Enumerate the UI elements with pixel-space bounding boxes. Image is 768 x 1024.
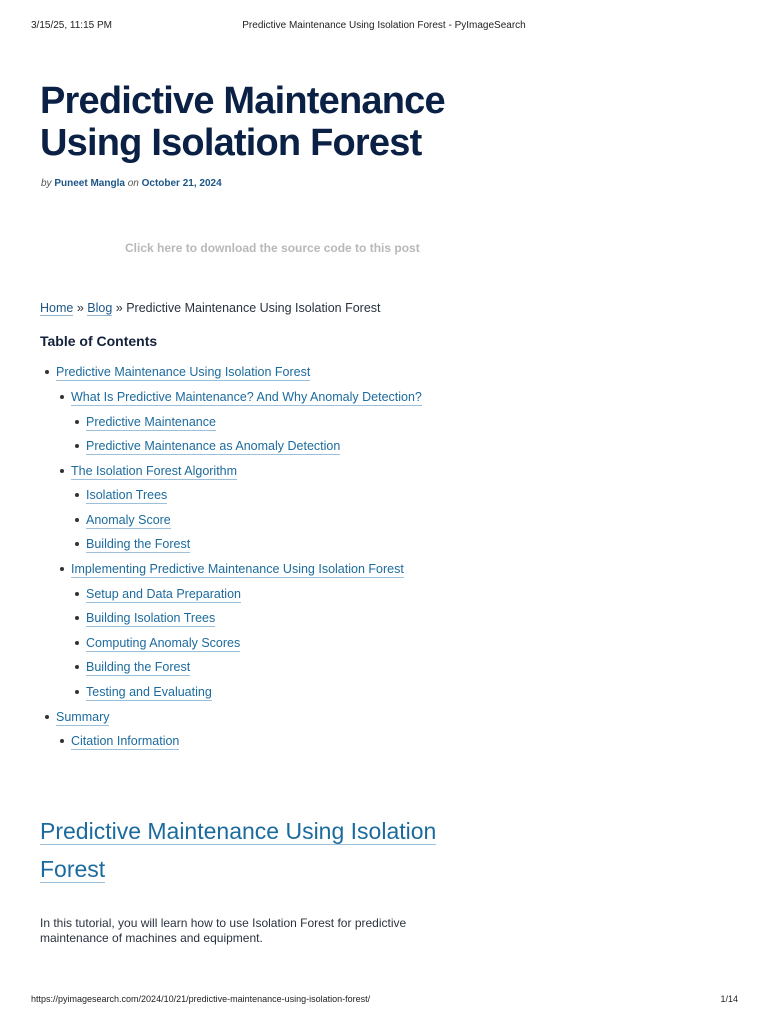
toc-link[interactable]: Predictive Maintenance xyxy=(86,415,216,429)
breadcrumb-home-link[interactable]: Home xyxy=(40,301,74,315)
intro-paragraph: In this tutorial, you will learn how to use Isolation Forest for predictive maintenance of machines and equipment. xyxy=(40,916,407,945)
toc-item xyxy=(86,660,190,676)
toc-link[interactable]: Implementing Predictive Maintenance Using Isolation Forest xyxy=(71,562,404,576)
bullet-icon xyxy=(60,739,64,743)
bullet-icon xyxy=(45,715,49,719)
toc-item xyxy=(86,439,340,455)
toc-item xyxy=(86,415,216,431)
breadcrumb-separator: » xyxy=(76,301,84,315)
toc-item xyxy=(71,562,404,578)
bullet-icon xyxy=(75,641,79,645)
toc-link[interactable]: Summary xyxy=(56,710,110,724)
toc-link[interactable]: Building Isolation Trees xyxy=(86,611,216,625)
on-label: on xyxy=(127,178,139,189)
toc-item xyxy=(86,488,167,504)
toc-item xyxy=(56,710,109,726)
toc-link[interactable]: The Isolation Forest Algorithm xyxy=(71,464,238,478)
breadcrumb xyxy=(40,301,381,315)
breadcrumb-separator: » xyxy=(115,301,123,315)
toc-item xyxy=(86,537,190,553)
toc-link[interactable]: Predictive Maintenance as Anomaly Detection xyxy=(86,439,341,453)
post-date: October 21, 2024 xyxy=(141,178,222,189)
print-datetime: 3/15/25, 11:15 PM xyxy=(31,20,112,31)
bullet-icon xyxy=(60,395,64,399)
bullet-icon xyxy=(75,444,79,448)
bullet-icon xyxy=(60,469,64,473)
toc-item xyxy=(71,464,237,480)
bullet-icon xyxy=(75,493,79,497)
toc-item xyxy=(86,636,240,652)
bullet-icon xyxy=(45,370,49,374)
print-page-number: 1/14 xyxy=(720,994,738,1004)
breadcrumb-blog-link[interactable]: Blog xyxy=(87,301,113,315)
toc-link[interactable]: Anomaly Score xyxy=(86,513,171,527)
toc-title: Table of Contents xyxy=(40,333,158,349)
toc-item xyxy=(86,513,171,529)
bullet-icon xyxy=(75,518,79,522)
byline xyxy=(41,178,222,189)
section-heading[interactable] xyxy=(40,812,510,888)
print-url: https://pyimagesearch.com/2024/10/21/predictive-maintenance-using-isolation-forest/ xyxy=(31,994,371,1004)
section-heading-line2: Forest xyxy=(40,856,106,882)
breadcrumb-current: Predictive Maintenance Using Isolation Forest xyxy=(126,301,381,315)
toc-link[interactable]: Isolation Trees xyxy=(86,488,168,502)
toc-item xyxy=(56,365,310,381)
bullet-icon xyxy=(75,592,79,596)
toc-link[interactable]: Testing and Evaluating xyxy=(86,685,212,699)
bullet-icon xyxy=(75,616,79,620)
toc-link[interactable]: Setup and Data Preparation xyxy=(86,587,241,601)
toc-item xyxy=(86,611,215,627)
by-label: by xyxy=(41,178,52,189)
toc-link[interactable]: Predictive Maintenance Using Isolation Forest xyxy=(56,365,311,379)
section-heading-line1: Predictive Maintenance Using Isolation xyxy=(40,818,437,844)
toc-item xyxy=(71,390,422,406)
toc-link[interactable]: Citation Information xyxy=(71,734,180,748)
bullet-icon xyxy=(75,690,79,694)
toc-item xyxy=(71,734,179,750)
toc-link[interactable]: Building the Forest xyxy=(86,537,191,551)
post-title: Predictive Maintenance Using Isolation Forest xyxy=(40,80,445,164)
toc-link[interactable]: What Is Predictive Maintenance? And Why Anomaly Detection? xyxy=(71,390,422,404)
toc-link[interactable]: Building the Forest xyxy=(86,660,191,674)
bullet-icon xyxy=(75,665,79,669)
toc-item xyxy=(86,685,212,701)
bullet-icon xyxy=(75,420,79,424)
print-page-title: Predictive Maintenance Using Isolation Forest - PyImageSearch xyxy=(242,20,526,31)
toc-item xyxy=(86,587,241,603)
bullet-icon xyxy=(60,567,64,571)
download-source-link[interactable]: Click here to download the source code to this post xyxy=(125,241,420,255)
author-link[interactable]: Puneet Mangla xyxy=(54,178,125,189)
bullet-icon xyxy=(75,542,79,546)
toc-link[interactable]: Computing Anomaly Scores xyxy=(86,636,241,650)
